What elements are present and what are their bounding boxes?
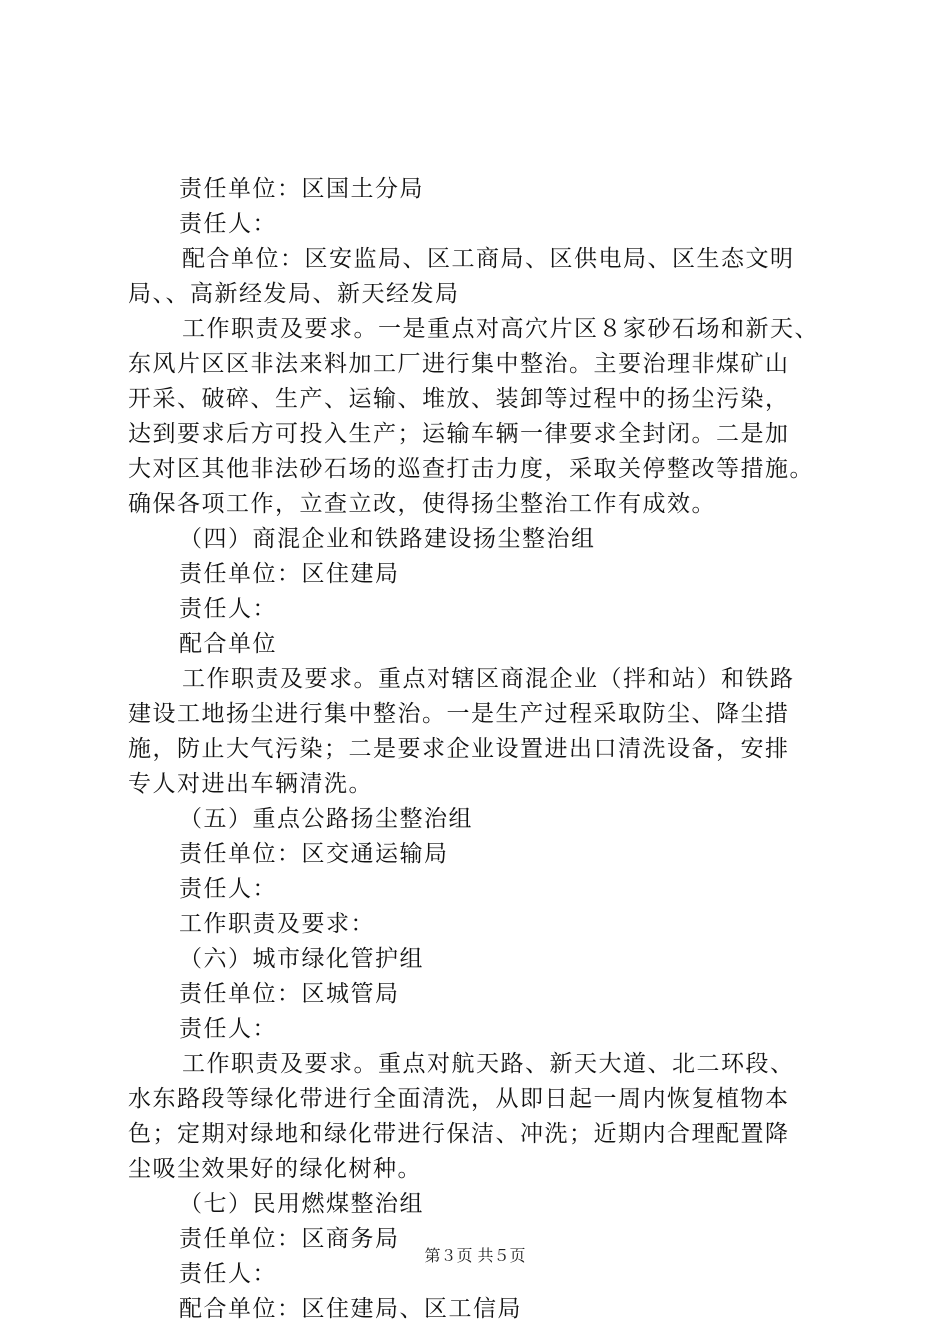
body-line: 责任人： xyxy=(179,876,277,902)
body-line: （五）重点公路扬尘整治组 xyxy=(179,806,473,832)
paragraph-line: 尘吸尘效果好的绿化树种。 xyxy=(128,1156,422,1182)
body-line: 责任单位：区交通运输局 xyxy=(179,841,449,867)
paragraph-line: 水东路段等绿化带进行全面清洗，从即日起一周内恢复植物本 xyxy=(128,1086,790,1112)
paragraph-line: 达到要求后方可投入生产；运输车辆一律要求全封闭。二是加 xyxy=(128,421,790,447)
body-paragraph xyxy=(128,242,854,312)
paragraph-line: 配合单位：区安监局、区工商局、区供电局、区生态文明 xyxy=(182,246,795,272)
paragraph-line: 开采、破碎、生产、运输、堆放、装卸等过程中的扬尘污染， xyxy=(128,386,790,412)
body-line: （四）商混企业和铁路建设扬尘整治组 xyxy=(179,526,596,552)
body-paragraph xyxy=(128,662,854,802)
paragraph-line: 色；定期对绿地和绿化带进行保洁、冲洗；近期内合理配置降 xyxy=(128,1121,790,1147)
body-paragraph xyxy=(128,1047,854,1187)
body-line: 工作职责及要求： xyxy=(179,911,375,937)
paragraph-line: 工作职责及要求。一是重点对高穴片区８家砂石场和新天、 xyxy=(182,316,819,342)
paragraph-line: 工作职责及要求。重点对航天路、新天大道、北二环段、 xyxy=(182,1051,795,1077)
paragraph-line: 专人对进出车辆清洗。 xyxy=(128,771,373,797)
body-line: 责任人： xyxy=(179,596,277,622)
body-line: 责任单位：区城管局 xyxy=(179,981,400,1007)
paragraph-line: 施，防止大气污染；二是要求企业设置进出口清洗设备，安排 xyxy=(128,736,790,762)
paragraph-line: 局、、高新经发局、新天经发局 xyxy=(128,281,460,307)
paragraph-line: 大对区其他非法砂石场的巡查打击力度，采取关停整改等措施。 xyxy=(128,456,814,482)
body-line: 责任人： xyxy=(179,211,277,237)
page-footer: 第３页 共５页 xyxy=(424,1246,526,1265)
body-line: 配合单位：区住建局、区工信局 xyxy=(179,1296,522,1322)
body-line: 配合单位 xyxy=(179,631,277,657)
paragraph-line: 确保各项工作，立查立改，使得扬尘整治工作有成效。 xyxy=(128,491,716,517)
body-line: 责任单位：区国土分局 xyxy=(179,176,424,202)
body-line: （六）城市绿化管护组 xyxy=(179,946,424,972)
body-line: 责任人： xyxy=(179,1261,277,1287)
body-paragraph xyxy=(128,312,854,522)
paragraph-line: 工作职责及要求。重点对辖区商混企业（拌和站）和铁路 xyxy=(182,666,795,692)
body-line: 责任单位：区商务局 xyxy=(179,1226,400,1252)
paragraph-line: 建设工地扬尘进行集中整治。一是生产过程采取防尘、降尘措 xyxy=(128,701,790,727)
body-line: 责任单位：区住建局 xyxy=(179,561,400,587)
paragraph-line: 东风片区区非法来料加工厂进行集中整治。主要治理非煤矿山 xyxy=(128,351,790,377)
document-body xyxy=(128,172,854,1327)
body-line: （七）民用燃煤整治组 xyxy=(179,1191,424,1217)
body-line: 责任人： xyxy=(179,1016,277,1042)
